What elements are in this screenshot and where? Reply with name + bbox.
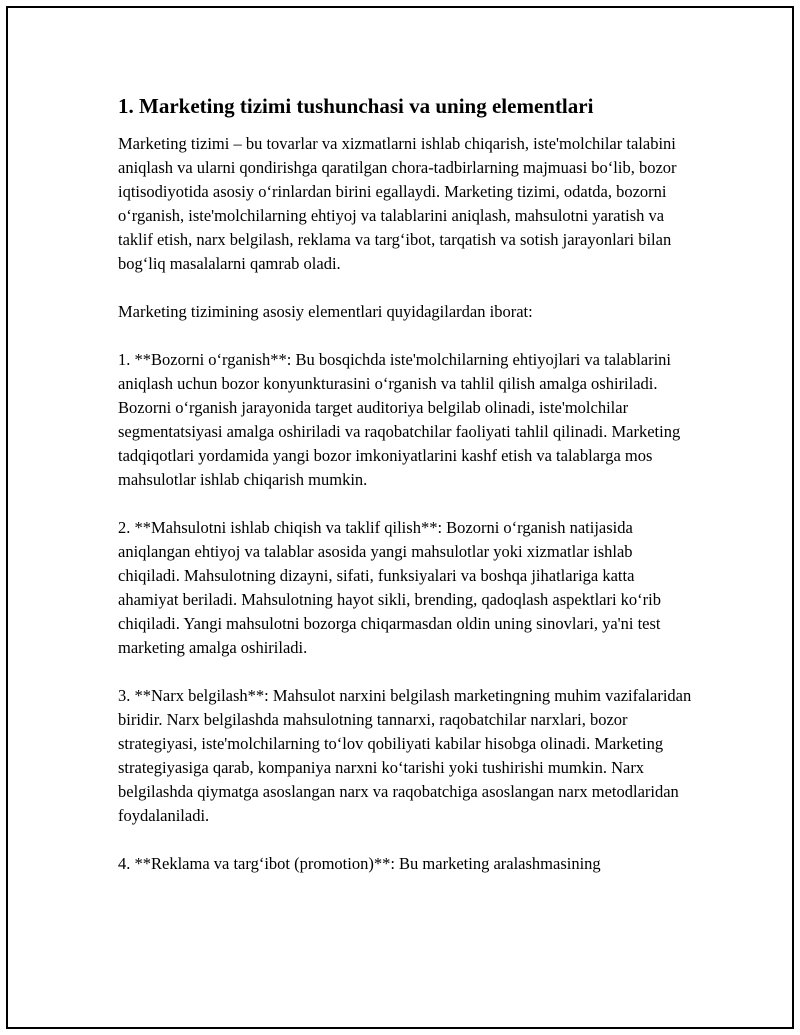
document-body — [118, 92, 698, 900]
section-heading: 1. Marketing tizimi tushunchasi va uning elementlari — [118, 94, 594, 118]
list-item-promotion: 4. **Reklama va targʻibot (promotion)**: Bu marketing aralashmasining — [118, 854, 601, 873]
list-item-market-research: 1. **Bozorni oʻrganish**: Bu bosqichda iste'molchilarning ehtiyojlari va talablarini aniqlash uchun bozor konyunkturasini oʻrganish va tahlil qilish amalga oshiriladi. Bozorni oʻrganish jarayonida target auditoriya belgilab olinadi, iste'molchilar segmentatsiyasi amalga oshiriladi va raqobatchilar faoliyati tahlil qilinadi. Marketing tadqiqotlari yordamida yangi bozor imkoniyatlarini kashf etish va talablarga mos mahsulotlar ishlab chiqarish mumkin. — [118, 350, 681, 489]
intro-paragraph: Marketing tizimi – bu tovarlar va xizmatlarni ishlab chiqarish, iste'molchilar talabini aniqlash va ularni qondirishga qaratilgan chora-tadbirlarning majmuasi boʻlib, bozor iqtisodiyotida asosiy oʻrinlardan birini egallaydi. Marketing tizimi, odatda, bozorni oʻrganish, iste'molchilarning ehtiyoj va talablarini aniqlash, mahsulotni yaratish va taklif etish, narx belgilash, reklama va targʻibot, tarqatish va sotish jarayonlari bilan bogʻliq masalalarni qamrab oladi. — [118, 134, 677, 273]
elements-intro-paragraph: Marketing tizimining asosiy elementlari quyidagilardan iborat: — [118, 302, 533, 321]
list-item-pricing: 3. **Narx belgilash**: Mahsulot narxini belgilash marketingning muhim vazifalaridan biridir. Narx belgilashda mahsulotning tannarxi, raqobatchilar narxlari, bozor strategiyasi, iste'molchilarning toʻlov qobiliyati kabilar hisobga olinadi. Marketing strategiyasiga qarab, kompaniya narxni koʻtarishi yoki tushirishi mumkin. Narx belgilashda qiymatga asoslangan narx va raqobatchiga asoslangan narx metodlaridan foydalaniladi. — [118, 686, 692, 825]
list-item-product-development: 2. **Mahsulotni ishlab chiqish va taklif qilish**: Bozorni oʻrganish natijasida aniqlangan ehtiyoj va talablar asosida yangi mahsulotlar yoki xizmatlar ishlab chiqiladi. Mahsulotning dizayni, sifati, funksiyalari va boshqa jihatlariga katta ahamiyat beriladi. Mahsulotning hayot sikli, brending, qadoqlash aspektlari koʻrib chiqiladi. Yangi mahsulotni bozorga chiqarmasdan oldin uning sinovlari, ya'ni test marketing amalga oshiriladi. — [118, 518, 662, 657]
